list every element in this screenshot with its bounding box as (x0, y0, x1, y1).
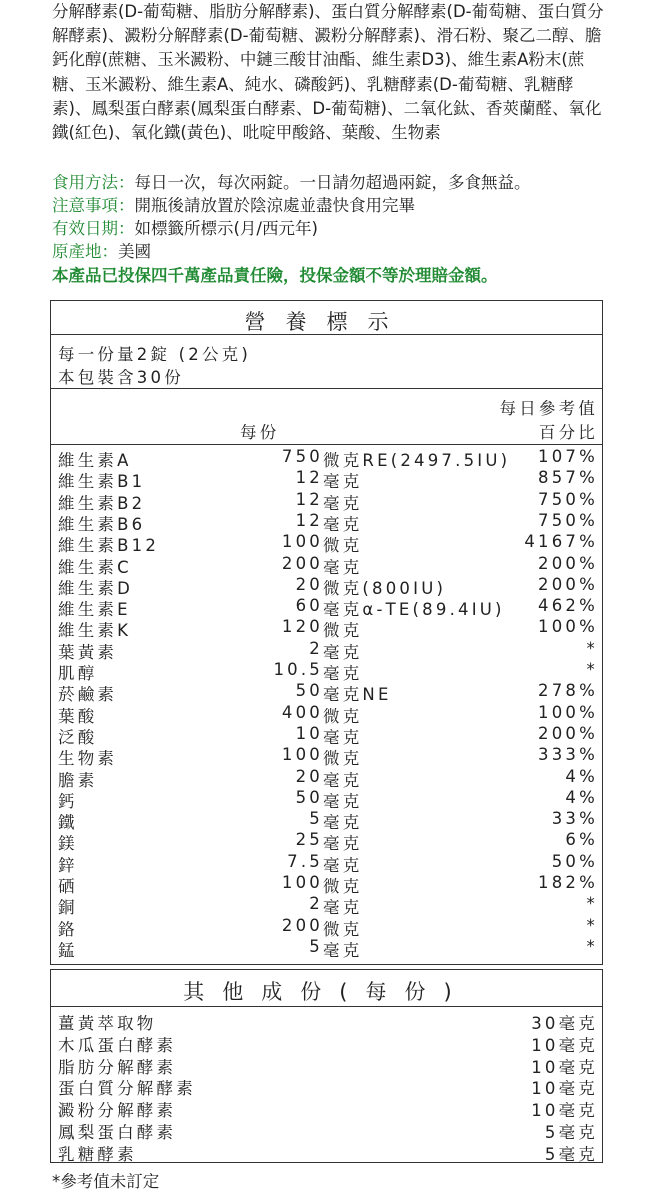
nutrient-name: 泛酸 (58, 727, 98, 747)
nutrient-row (51, 447, 602, 468)
nutrient-name: 葉黃素 (58, 642, 118, 662)
nutrient-name: 維生素E (58, 600, 131, 620)
nutrient-name: 維生素B2 (58, 493, 146, 513)
nutrient-dv: 4% (565, 787, 598, 807)
nutrient-name: 硒 (58, 877, 78, 896)
nutrient-row (51, 575, 602, 596)
nutrient-name: 鉻 (58, 919, 78, 939)
nutrient-amount: 25 (295, 830, 323, 850)
nutrient-amount: 12 (295, 468, 323, 488)
nutrient-amount: 12 (295, 489, 323, 509)
nutrient-unit: 毫克 (323, 472, 363, 492)
nutrient-dv: 6% (565, 830, 598, 850)
ingredient-name: 木瓜蛋白酵素 (58, 1035, 177, 1055)
nutrient-row (51, 937, 602, 958)
ingredient-amount: 5毫克 (544, 1144, 598, 1164)
nutrient-amount: 2 (309, 638, 323, 658)
other-title: 其他成份(每份) (183, 980, 470, 1004)
nutrient-row (51, 596, 602, 620)
nutrient-amount: 5 (309, 936, 323, 956)
nutrient-unit: 毫克 (323, 834, 363, 854)
nutrient-name: 維生素B1 (58, 472, 146, 492)
nutrient-dv: 50% (551, 851, 598, 871)
nutrient-unit: 毫克 (323, 813, 363, 833)
nutrient-amount: 50 (295, 681, 323, 701)
nutrient-amount: 750 (281, 447, 323, 466)
nutrient-dv: * (586, 915, 598, 935)
nutrient-row (51, 490, 602, 511)
nutrient-unit: 微克 (323, 877, 363, 896)
ingredient-name: 薑黃萃取物 (58, 1014, 157, 1033)
nutrient-unit: 毫克 (323, 940, 363, 960)
other-ingredients-table (50, 969, 603, 1163)
nutrient-row (51, 724, 602, 745)
serving-size: 每一份量2錠 (2公克) (58, 345, 252, 364)
nutrient-dv: 857% (538, 468, 598, 488)
nutrient-amount: 10.5 (273, 660, 323, 679)
nutrient-dv: 333% (538, 745, 598, 765)
other-ingredient-row (51, 1010, 602, 1032)
nutrient-name: 鎂 (58, 834, 78, 854)
nutrient-dv: 750% (538, 489, 598, 509)
nutrient-unit: 微克RE(2497.5IU) (323, 451, 511, 470)
nutrient-unit: 毫克 (323, 493, 363, 513)
nutrient-dv: 462% (538, 596, 598, 616)
nutrient-name: 維生素D (58, 578, 134, 598)
nutrient-unit: 微克 (323, 749, 363, 769)
nutrient-name: 葉酸 (58, 706, 98, 726)
nutrient-unit: 毫克 (323, 898, 363, 918)
nutrient-dv: 200% (538, 723, 598, 743)
origin-value: 美國 (118, 242, 151, 261)
nutrient-row (51, 681, 602, 705)
ingredient-amount: 10毫克 (531, 1035, 598, 1055)
ingredient-amount: 5毫克 (544, 1123, 598, 1142)
other-ingredient-row (51, 1054, 602, 1076)
nutrient-unit: 微克 (323, 919, 363, 939)
nutrient-unit: 微克(800IU) (323, 578, 447, 598)
nutrient-name: 菸鹼素 (58, 685, 118, 705)
nutrient-row (51, 660, 602, 681)
expiry-line (52, 217, 318, 241)
nutrient-unit: 毫克 (323, 664, 363, 683)
nutrient-dv: 4167% (524, 532, 598, 552)
nutrient-row (51, 468, 602, 492)
nutrient-name: 鈣 (58, 791, 78, 811)
nutrient-name: 維生素C (58, 557, 132, 577)
other-ingredient-row (51, 1141, 602, 1163)
nutrient-unit: 毫克 (323, 770, 363, 790)
nutrient-name: 維生素A (58, 451, 132, 470)
nutrient-row (51, 703, 602, 724)
nutrient-name: 銅 (58, 898, 78, 918)
nutrient-row (51, 639, 602, 660)
nutrient-dv: 100% (538, 617, 598, 637)
caution-value: 開瓶後請放置於陰涼處並盡快食用完畢 (134, 196, 415, 215)
origin-line (52, 240, 151, 264)
nutrient-name: 膽素 (58, 770, 98, 790)
nutrient-row (51, 745, 602, 769)
caution-line (52, 194, 415, 218)
nutrient-amount: 20 (295, 574, 323, 594)
nutrient-dv: * (586, 638, 598, 658)
ingredient-name: 蛋白質分解酵素 (58, 1079, 196, 1099)
nutrient-unit: 毫克 (323, 727, 363, 747)
expiry-value: 如標籤所標示(月/西元年) (134, 219, 318, 238)
ingredient-amount: 10毫克 (531, 1101, 598, 1121)
nutrient-amount: 100 (281, 873, 323, 892)
usage-label: 食用方法： (52, 173, 135, 192)
nutrient-unit: 毫克 (323, 514, 363, 534)
other-ingredient-row (51, 1075, 602, 1097)
nutrient-amount: 120 (281, 617, 323, 637)
ingredient-amount: 30毫克 (531, 1014, 598, 1033)
nutrient-dv: 750% (538, 510, 598, 530)
nutrient-row (51, 894, 602, 918)
ingredient-amount: 10毫克 (531, 1057, 598, 1077)
nutrient-dv: * (586, 894, 598, 914)
nutrient-dv: 100% (538, 702, 598, 722)
ingredient-name: 乳糖酵素 (58, 1144, 137, 1164)
nutrient-row (51, 873, 602, 894)
nutrient-unit: 微克 (323, 621, 363, 641)
nutrient-unit: 微克 (323, 536, 363, 556)
nutrient-row (51, 617, 602, 641)
nutrient-amount: 7.5 (287, 851, 323, 871)
nutrient-name: 生物素 (58, 749, 118, 769)
nutrient-unit: 毫克 (323, 557, 363, 577)
dv-header-line2: 百分比 (538, 423, 598, 442)
footnote: *參考值未訂定 (52, 1172, 160, 1191)
other-ingredient-row (51, 1119, 602, 1141)
nutrient-amount: 400 (281, 702, 323, 722)
expiry-label: 有效日期： (52, 219, 135, 238)
nutrient-row (51, 830, 602, 854)
nutrient-name: 鐵 (58, 813, 78, 833)
nutrient-unit: 毫克α-TE(89.4IU) (323, 600, 505, 620)
nutrient-dv: 278% (538, 681, 598, 701)
nutrient-row (51, 767, 602, 788)
nutrient-amount: 60 (295, 596, 323, 616)
insurance-notice: 本產品已投保四千萬產品責任險，投保金額不等於理賠金額。 (52, 266, 498, 285)
usage-line (52, 171, 531, 195)
nutrient-amount: 2 (309, 894, 323, 914)
divider (51, 334, 602, 335)
nutrient-name: 鋅 (58, 855, 78, 875)
nutrient-amount: 100 (281, 532, 323, 552)
nutrition-table (50, 300, 603, 965)
nutrient-dv: 182% (538, 873, 598, 892)
nutrient-row (51, 852, 602, 873)
nutrient-amount: 10 (295, 723, 323, 743)
ingredient-name: 鳳梨蛋白酵素 (58, 1123, 177, 1142)
nutrient-dv: 33% (551, 809, 598, 829)
nutrient-amount: 100 (281, 745, 323, 765)
caution-label: 注意事項： (52, 196, 135, 215)
nutrient-amount: 200 (281, 915, 323, 935)
nutrient-amount: 12 (295, 510, 323, 530)
other-ingredient-row (51, 1032, 602, 1054)
nutrient-row (51, 532, 602, 556)
nutrient-unit: 毫克 (323, 642, 363, 662)
nutrient-name: 肌醇 (58, 664, 98, 683)
servings-per-package: 本包裝含30份 (58, 368, 184, 387)
per-serving-header: 每份 (240, 423, 280, 442)
origin-label: 原產地： (52, 242, 118, 261)
dv-header-line1: 每日參考值 (499, 399, 598, 418)
nutrient-row (51, 788, 602, 809)
ingredient-name: 脂肪分解酵素 (58, 1057, 177, 1077)
nutrient-dv: 107% (538, 447, 598, 466)
divider (51, 444, 602, 445)
nutrient-amount: 200 (281, 553, 323, 573)
nutrient-amount: 5 (309, 809, 323, 829)
ingredients-text: 分解酵素(D-葡萄糖、脂肪分解酵素)、蛋白質分解酵素(D-葡萄糖、蛋白質分解酵素)、澱粉分解酵素(D-葡萄糖、澱粉分解酵素)、滑石粉、聚乙二醇、膽鈣化醇(蔗糖、玉米澱粉、中鏈三酸甘油酯、維生素D3)、維生素A粉末(蔗糖、玉米澱粉、維生素A、純水、磷酸鈣)、乳糖酵素(D-葡萄糖、乳糖酵素)、鳳梨蛋白酵素(鳳梨蛋白酵素、D-葡萄糖)、二氧化鈦、香莢蘭醛、氧化鐵(紅色)、氧化鐵(黃色)、吡啶甲酸鉻、葉酸、生物素 (52, 2, 604, 143)
other-ingredient-row (51, 1097, 602, 1119)
nutrient-name: 錳 (58, 940, 78, 960)
nutrient-amount: 50 (295, 787, 323, 807)
nutrient-dv: 200% (538, 574, 598, 594)
nutrient-row (51, 809, 602, 833)
divider (51, 388, 602, 389)
ingredient-amount: 10毫克 (531, 1079, 598, 1099)
nutrient-row (51, 554, 602, 575)
nutrient-amount: 20 (295, 766, 323, 786)
nutrient-unit: 微克 (323, 706, 363, 726)
nutrition-title: 營養標示 (244, 310, 409, 334)
nutrient-row (51, 916, 602, 937)
nutrient-unit: 毫克 (323, 855, 363, 875)
ingredient-name: 澱粉分解酵素 (58, 1101, 177, 1121)
usage-value: 每日一次，每次兩錠。一日請勿超過兩錠，多食無益。 (134, 173, 531, 192)
nutrient-name: 維生素B12 (58, 536, 160, 556)
nutrient-name: 維生素K (58, 621, 132, 641)
nutrient-name: 維生素B6 (58, 514, 146, 534)
nutrient-unit: 毫克 (323, 791, 363, 811)
divider (51, 1006, 602, 1007)
nutrient-dv: 200% (538, 553, 598, 573)
nutrient-row (51, 511, 602, 532)
nutrient-unit: 毫克NE (323, 685, 392, 705)
nutrient-dv: * (586, 660, 598, 679)
nutrient-dv: * (586, 936, 598, 956)
nutrient-dv: 4% (565, 766, 598, 786)
